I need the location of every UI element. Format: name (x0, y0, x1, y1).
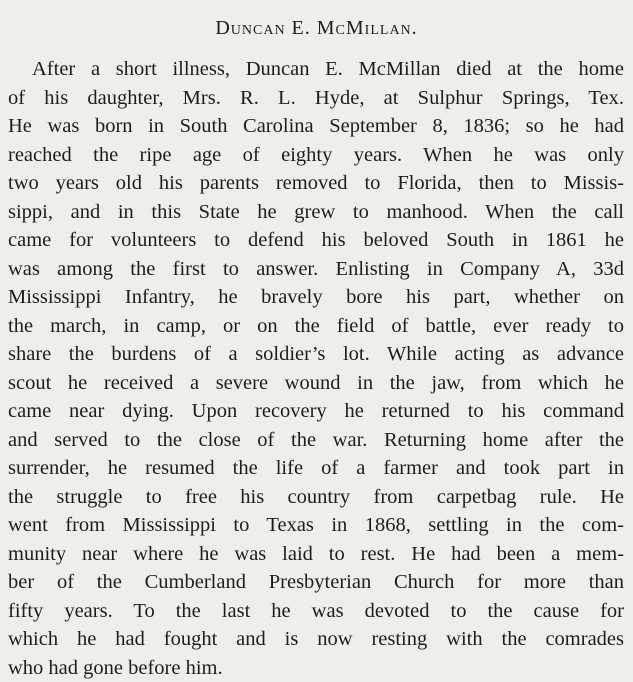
text-line: munity near where he was laid to rest. He had been a mem- (8, 540, 624, 569)
text-line: sippi, and in this State he grew to manhood. When the call (8, 198, 624, 227)
text-line: of his daughter, Mrs. R. L. Hyde, at Sulphur Springs, Tex. (8, 84, 624, 113)
text-line: share the burdens of a soldier’s lot. While acting as advance (8, 340, 624, 369)
text-line: scout he received a severe wound in the jaw, from which he (8, 369, 624, 398)
text-line: which he had fought and is now resting with the comrades (8, 625, 624, 654)
text-line: came near dying. Upon recovery he returned to his command (8, 397, 624, 426)
article-body (8, 55, 624, 682)
text-line: who had gone before him. (8, 654, 624, 682)
text-line: He was born in South Carolina September 8, 1836; so he had (8, 112, 624, 141)
text-line: was among the first to answer. Enlisting in Company A, 33d (8, 255, 624, 284)
text-line: fifty years. To the last he was devoted to the cause for (8, 597, 624, 626)
text-line: two years old his parents removed to Florida, then to Missis- (8, 169, 624, 198)
text-line: the struggle to free his country from carpetbag rule. He (8, 483, 624, 512)
text-line: Mississippi Infantry, he bravely bore his part, whether on (8, 283, 624, 312)
text-line: came for volunteers to defend his beloved South in 1861 he (8, 226, 624, 255)
text-line: the march, in camp, or on the field of battle, ever ready to (8, 312, 624, 341)
text-line: and served to the close of the war. Returning home after the (8, 426, 624, 455)
text-line: surrender, he resumed the life of a farmer and took part in (8, 454, 624, 483)
text-line: reached the ripe age of eighty years. When he was only (8, 141, 624, 170)
article-title: Duncan E. McMillan. (0, 16, 633, 40)
text-line: ber of the Cumberland Presbyterian Church for more than (8, 568, 624, 597)
text-line: After a short illness, Duncan E. McMillan died at the home (8, 55, 624, 84)
text-line: went from Mississippi to Texas in 1868, settling in the com- (8, 511, 624, 540)
